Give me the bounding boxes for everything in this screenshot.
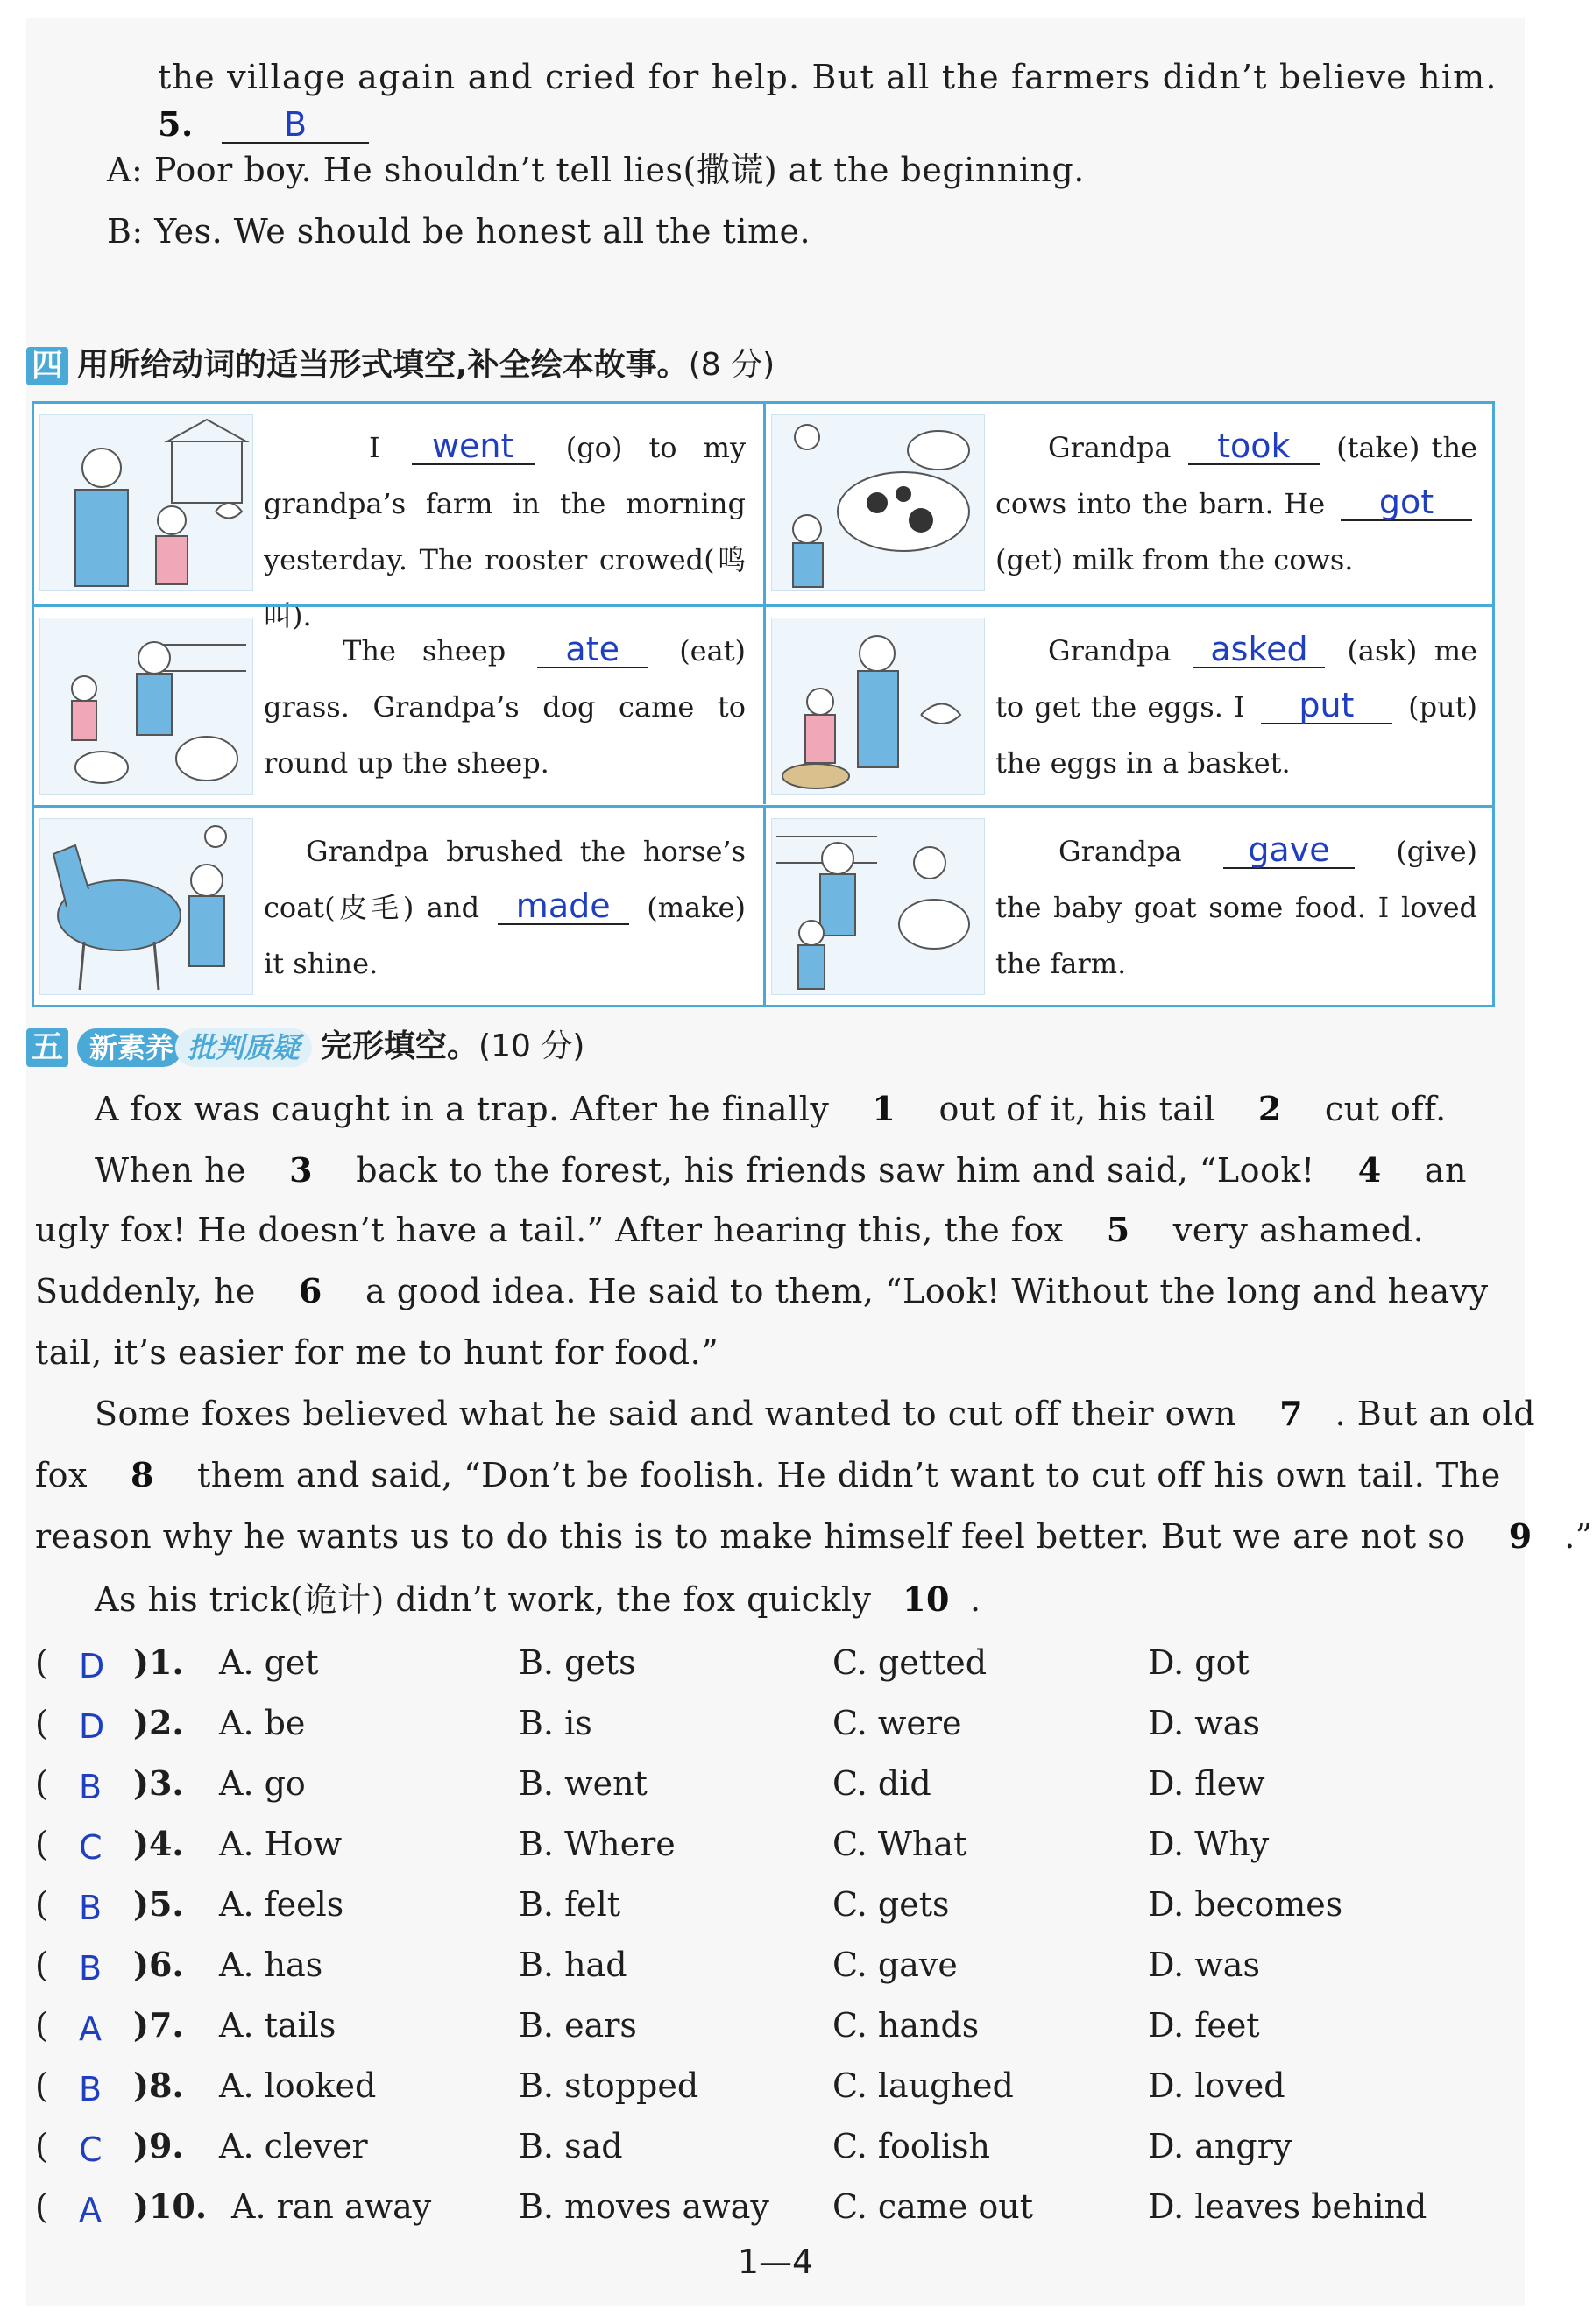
question-option: D. Why — [1148, 1825, 1270, 1863]
question-option: A. looked — [219, 2066, 377, 2105]
question-answer: B — [79, 1768, 103, 1806]
question-option: B. moves away — [519, 2187, 769, 2226]
question-option: B. Where — [519, 1825, 676, 1863]
answer-paren: ( — [35, 2006, 48, 2045]
story-panel-4 — [763, 604, 1492, 804]
eggs-basket-image — [771, 618, 985, 795]
dialogue-line-b: B: Yes. We should be honest all the time. — [107, 212, 811, 251]
blank-number: 3 — [289, 1150, 314, 1190]
question-option: C. were — [832, 1704, 962, 1742]
passage-text: reason why he wants us to do this is to make himself feel better. But we are not so — [35, 1517, 1477, 1556]
question-option: A. clever — [219, 2127, 368, 2165]
passage-line — [95, 1088, 1447, 1130]
dialogue-line-a: A: Poor boy. He shouldn’t tell lies(撒谎) at the beginning. — [107, 151, 1085, 189]
passage-text: When he — [95, 1151, 258, 1190]
cows-image — [771, 414, 985, 591]
new-literacy-badge: 新素养 — [77, 1028, 182, 1067]
question-option: C. did — [832, 1764, 931, 1803]
question-option: A. ran away — [231, 2187, 432, 2226]
question-option: D. angry — [1148, 2127, 1292, 2165]
picture-story-grid — [32, 401, 1495, 1007]
answer-got: got — [1341, 484, 1472, 521]
answer-paren: ( — [35, 2127, 48, 2165]
passage-text: . But an old — [1335, 1395, 1536, 1433]
question-option: B. felt — [519, 1885, 621, 1924]
blank-number: 1 — [872, 1089, 896, 1128]
passage-text: Suddenly, he — [35, 1272, 267, 1310]
worksheet-page — [26, 18, 1593, 2306]
question-option: C. getted — [832, 1643, 988, 1682]
question-option: D. got — [1148, 1643, 1250, 1682]
section-5-header — [26, 1025, 584, 1069]
blank-number: 8 — [130, 1455, 154, 1494]
question-option: D. flew — [1148, 1764, 1265, 1803]
question-option: C. gets — [832, 1885, 950, 1924]
page-number: 1—4 — [737, 2243, 814, 2281]
question-answer: A — [79, 2191, 102, 2229]
question-answer: B — [79, 1949, 103, 1988]
question-option: A. tails — [219, 2006, 336, 2045]
horse-image — [39, 818, 253, 995]
question-number: )9. — [133, 2126, 184, 2165]
story-panel-6 — [763, 805, 1492, 1005]
question-number: )8. — [133, 2066, 184, 2105]
section-4-title: 用所给动词的适当形式填空,补全绘本故事。 — [77, 347, 689, 383]
section-4-score: (8 分) — [688, 347, 775, 383]
passage-line — [95, 1393, 1535, 1435]
question-option: D. loved — [1148, 2066, 1285, 2105]
story-panel-3-text: The sheep ate (eat) grass. Grandpa’s dog came to round up the sheep. — [264, 630, 747, 780]
passage-text: A fox was caught in a trap. After he finally — [95, 1090, 840, 1128]
question-5-label: 5. — [158, 104, 194, 144]
question-option: A. be — [219, 1704, 306, 1742]
passage-text: As his trick(诡计) didn’t work, the fox quickly — [95, 1580, 883, 1619]
question-5-answer: B — [222, 107, 369, 144]
question-number: )6. — [133, 1945, 184, 1984]
critical-thinking-badge: 批判质疑 — [175, 1028, 312, 1067]
section-4-number: 四 — [26, 347, 68, 385]
answer-ate: ate — [537, 632, 648, 668]
passage-text: out of it, his tail — [927, 1090, 1227, 1128]
story-panel-5 — [34, 805, 763, 1005]
answer-put: put — [1261, 688, 1392, 724]
question-option: A. go — [219, 1764, 306, 1803]
blank-number: 5 — [1106, 1210, 1130, 1249]
question-option: A. get — [219, 1643, 319, 1682]
passage-line — [95, 1579, 981, 1621]
passage-text: back to the forest, his friends saw him and said, “Look! — [344, 1151, 1327, 1190]
blank-number: 2 — [1257, 1089, 1282, 1128]
passage-text: . — [970, 1580, 981, 1619]
farm-boy-grandpa-image — [39, 414, 253, 591]
question-option: D. was — [1148, 1704, 1260, 1742]
question-option: B. gets — [519, 1643, 636, 1682]
story-panel-5-text: Grandpa brushed the horse’s coat(皮毛) and made (make) it shine. — [264, 835, 747, 980]
passage-text: .” — [1564, 1517, 1593, 1556]
passage-line — [35, 1515, 1593, 1558]
question-answer: C — [79, 2130, 103, 2169]
question-option: C. came out — [832, 2187, 1034, 2226]
answer-asked: asked — [1193, 632, 1325, 668]
passage-text: very ashamed. — [1162, 1211, 1425, 1249]
goat-image — [771, 818, 985, 995]
question-option: D. becomes — [1148, 1885, 1343, 1924]
question-number: )2. — [133, 1703, 184, 1742]
answer-paren: ( — [35, 1825, 48, 1863]
question-option: C. foolish — [832, 2127, 990, 2165]
passage-text: tail, it’s easier for me to hunt for food.” — [35, 1333, 719, 1372]
answer-made: made — [498, 888, 629, 925]
story-continuation-line: the village again and cried for help. But all the farmers didn’t believe him. — [158, 58, 1497, 96]
question-option: C. What — [832, 1825, 967, 1863]
answer-paren: ( — [35, 1946, 48, 1984]
passage-text: them and said, “Don’t be foolish. He didn’t want to cut off his own tail. The — [186, 1456, 1501, 1494]
passage-text: Some foxes believed what he said and wanted to cut off their own — [95, 1395, 1248, 1433]
story-panel-4-text: Grandpa asked (ask) me to get the eggs. I put (put) the eggs in a basket. — [995, 630, 1477, 780]
question-option: A. feels — [219, 1885, 344, 1924]
passage-line — [35, 1332, 719, 1374]
story-panel-6-text: Grandpa gave (give) the baby goat some food. I loved the farm. — [995, 830, 1478, 980]
question-answer: B — [79, 2070, 103, 2109]
sheep-dog-image — [39, 618, 253, 795]
question-option: A. has — [219, 1946, 323, 1984]
question-answer: A — [79, 2010, 102, 2048]
question-option: D. feet — [1148, 2006, 1260, 2045]
blank-number: 9 — [1508, 1516, 1533, 1556]
question-number: )5. — [133, 1884, 184, 1924]
answer-paren: ( — [35, 1704, 48, 1742]
question-option: D. was — [1148, 1946, 1260, 1984]
answer-paren: ( — [35, 1764, 48, 1803]
answer-gave: gave — [1223, 832, 1355, 869]
question-option: B. went — [519, 1764, 648, 1803]
section-5-number: 五 — [26, 1028, 68, 1067]
question-answer: D — [79, 1647, 105, 1685]
question-answer: C — [79, 1828, 103, 1867]
passage-line — [35, 1270, 1489, 1312]
question-option: B. sad — [519, 2127, 623, 2165]
answer-paren: ( — [35, 2066, 48, 2105]
passage-text: cut off. — [1313, 1090, 1447, 1128]
question-number: )1. — [133, 1642, 184, 1682]
question-option: C. hands — [832, 2006, 980, 2045]
passage-text: ugly fox! He doesn’t have a tail.” After hearing this, the fox — [35, 1211, 1075, 1249]
question-option: C. laughed — [832, 2066, 1014, 2105]
section-5-score: (10 分) — [478, 1028, 585, 1064]
question-option: A. How — [219, 1825, 343, 1863]
question-option: B. stopped — [519, 2066, 699, 2105]
passage-text: fox — [35, 1456, 99, 1494]
passage-line — [95, 1149, 1467, 1191]
passage-line — [35, 1454, 1501, 1496]
answer-took: took — [1188, 428, 1320, 465]
story-panel-1 — [34, 404, 763, 632]
passage-text: an — [1413, 1151, 1467, 1190]
answer-paren: ( — [35, 2187, 48, 2226]
question-number: )10. — [133, 2186, 208, 2226]
question-option: B. is — [519, 1704, 592, 1742]
section-5-title: 完形填空。 — [321, 1028, 479, 1064]
story-panel-2-text: Grandpa took (take) the cows into the barn. He got (get) milk from the cows. — [995, 427, 1478, 576]
question-answer: D — [79, 1707, 105, 1746]
question-answer: B — [79, 1889, 103, 1927]
question-option: B. ears — [519, 2006, 637, 2045]
question-option: D. leaves behind — [1148, 2187, 1427, 2226]
blank-number: 7 — [1279, 1394, 1304, 1433]
passage-line — [35, 1209, 1424, 1251]
answer-paren: ( — [35, 1643, 48, 1682]
question-option: C. gave — [832, 1946, 958, 1984]
question-number: )7. — [133, 2005, 184, 2045]
blank-number: 10 — [903, 1579, 950, 1619]
question-option: B. had — [519, 1946, 627, 1984]
answer-paren: ( — [35, 1885, 48, 1924]
story-panel-3 — [34, 604, 763, 804]
blank-number: 4 — [1357, 1150, 1382, 1190]
question-5-line — [158, 103, 369, 145]
section-4-header — [26, 343, 775, 387]
passage-text: a good idea. He said to them, “Look! Without the long and heavy — [354, 1272, 1489, 1310]
blank-number: 6 — [298, 1271, 322, 1310]
story-panel-2 — [763, 404, 1492, 604]
story-panel-1-text: I went (go) to my grandpa’s farm in the morning yesterday. The rooster crowed(鸣叫). — [264, 427, 747, 632]
question-number: )4. — [133, 1824, 184, 1863]
answer-went: went — [412, 428, 535, 465]
question-number: )3. — [133, 1763, 184, 1803]
